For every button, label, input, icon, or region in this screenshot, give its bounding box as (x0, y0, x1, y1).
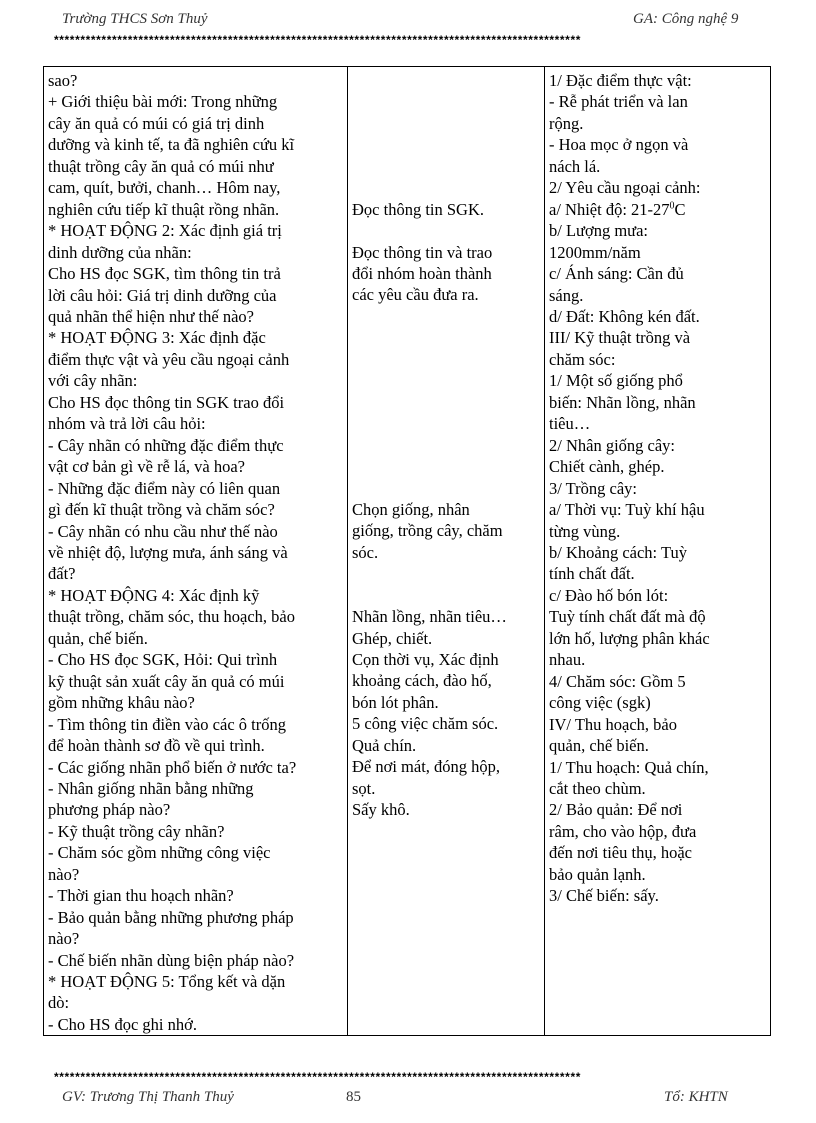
student-activity-line: Quả chín. (352, 735, 417, 755)
student-activity-line (352, 392, 540, 413)
content-line: 4/ Chăm sóc: Gồm 5 (549, 671, 686, 691)
content-line: sáng. (549, 285, 584, 305)
teacher-activity-line: - Cho HS đọc SGK, Hỏi: Qui trình (48, 650, 278, 670)
content-line: đến nơi tiêu thụ, hoặc (549, 843, 692, 863)
teacher-activity-line: - Các giống nhãn phổ biến ở nước ta? (48, 757, 297, 777)
content-line: - Rễ phát triển và lan (549, 92, 688, 112)
content-column (545, 67, 771, 1036)
content-line: 1/ Thu hoạch: Quả chín, (549, 757, 709, 777)
content-line: Chiết cành, ghép. (549, 457, 665, 477)
teacher-activity-line: gồm những khâu nào? (48, 693, 195, 713)
content-line: bảo quản lạnh. (549, 864, 646, 884)
teacher-activity-line: - Nhân giống nhãn bằng những (48, 778, 254, 798)
student-activity-line: Để nơi mát, đóng hộp, (352, 757, 501, 777)
teacher-activity-line: - Kỹ thuật trồng cây nhãn? (48, 821, 225, 841)
student-activity-line: sọt. (352, 778, 376, 798)
teacher-activity-line: + Giới thiệu bài mới: Trong những (48, 92, 278, 112)
student-activity-line: Đọc thông tin SGK. (352, 199, 484, 219)
student-activity-line (352, 134, 540, 155)
student-activity-line: Cọn thời vụ, Xác định (352, 649, 499, 669)
content-line: tiêu… (549, 414, 591, 434)
student-activity-line (352, 370, 540, 391)
content-line: quản, chế biến. (549, 736, 649, 756)
teacher-activity-line: gì đến kĩ thuật trồng và chăm sóc? (48, 500, 275, 520)
content-line: nhau. (549, 650, 586, 670)
student-activity-line (352, 220, 540, 241)
teacher-activity-line: nào? (48, 864, 80, 884)
subject-label: GA: Công nghệ 9 (633, 11, 739, 27)
lesson-table (43, 66, 771, 1036)
content-line: từng vùng. (549, 521, 621, 541)
student-activity-column (348, 67, 545, 1036)
header-separator: **************************************************************************************************** (54, 34, 581, 46)
teacher-activity-line: với cây nhãn: (48, 371, 138, 391)
teacher-activity-line: dò: (48, 993, 70, 1013)
content-line: biến: Nhãn lồng, nhãn (549, 392, 696, 412)
student-activity-line (352, 327, 540, 348)
teacher-activity-column (44, 67, 348, 1036)
content-line: công việc (sgk) (549, 693, 651, 713)
teacher-activity-line: - Bảo quản bằng những phương pháp (48, 907, 294, 927)
content-line: cắt theo chùm. (549, 778, 646, 798)
content-line: tính chất đất. (549, 564, 635, 584)
teacher-activity-line: quả nhãn thể hiện như thế nào? (48, 306, 254, 326)
student-activity-line: Đọc thông tin và trao (352, 242, 493, 262)
student-activity-line (352, 456, 540, 477)
student-activity-line (352, 306, 540, 327)
teacher-activity-line: kỹ thuật sản xuất cây ăn quả có múi (48, 671, 285, 691)
student-activity-line (352, 585, 540, 606)
teacher-name: GV: Trương Thị Thanh Thuỷ (62, 1089, 234, 1105)
teacher-activity-line: lời câu hỏi: Giá trị dinh dưỡng của (48, 285, 277, 305)
teacher-activity-line: - Những đặc điểm này có liên quan (48, 478, 281, 498)
content-line: III/ Kỹ thuật trồng và (549, 328, 691, 348)
teacher-activity-line: dinh dưỡng của nhãn: (48, 242, 192, 262)
content-line: Tuỳ tính chất đất mà độ (549, 607, 706, 627)
teacher-activity-line: - Tìm thông tin điền vào các ô trống (48, 714, 286, 734)
student-activity-line (352, 70, 540, 91)
teacher-activity-line: cây ăn quả có múi có giá trị dinh (48, 113, 265, 133)
content-line: c/ Đào hố bón lót: (549, 585, 669, 605)
student-activity-line: các yêu cầu đưa ra. (352, 285, 479, 305)
teacher-activity-line: Cho HS đọc thông tin SGK trao đổi (48, 392, 285, 412)
teacher-activity-line: phương pháp nào? (48, 800, 171, 820)
content-line: b/ Khoảng cách: Tuỳ (549, 542, 687, 562)
teacher-activity-line: Cho HS đọc SGK, tìm thông tin trả (48, 264, 281, 284)
student-activity-line (352, 113, 540, 134)
page-number: 85 (346, 1089, 361, 1105)
teacher-activity-line: - Chăm sóc gồm những công việc (48, 843, 271, 863)
student-activity-line: 5 công việc chăm sóc. (352, 714, 499, 734)
content-line: 1/ Một số giống phổ (549, 371, 683, 391)
teacher-activity-line: nào? (48, 929, 80, 949)
student-activity-line (352, 177, 540, 198)
content-line: 1/ Đặc điểm thực vật: (549, 71, 692, 90)
teacher-activity-line: đất? (48, 564, 76, 584)
teacher-activity-line: * HOẠT ĐỘNG 4: Xác định kỹ (48, 585, 260, 605)
student-activity-line (352, 349, 540, 370)
content-line: rộng. (549, 113, 584, 133)
teacher-activity-line: - Cây nhãn có những đặc điểm thực (48, 435, 284, 455)
teacher-activity-line: vật cơ bản gì về rễ lá, và hoa? (48, 457, 246, 477)
student-activity-line (352, 477, 540, 498)
content-line: d/ Đất: Không kén đất. (549, 306, 700, 326)
teacher-activity-line: dưỡng và kinh tế, ta đã nghiên cứu kĩ (48, 135, 295, 155)
content-line: 3/ Trồng cây: (549, 478, 638, 498)
teacher-activity-line: thuật trồng cây ăn quả có múi như (48, 156, 274, 176)
content-line: 2/ Yêu cầu ngoại cảnh: (549, 178, 701, 198)
student-activity-line: bón lót phân. (352, 692, 439, 712)
student-activity-line: sóc. (352, 542, 379, 562)
content-line: nách lá. (549, 156, 601, 176)
teacher-activity-line: về nhiệt độ, lượng mưa, ánh sáng và (48, 542, 288, 562)
student-activity-line: Ghép, chiết. (352, 628, 433, 648)
student-activity-line: Sấy khô. (352, 800, 410, 820)
teacher-activity-line: điểm thực vật và yêu cầu ngoại cảnh (48, 349, 290, 369)
teacher-activity-line: - Cho HS đọc ghi nhớ. (48, 1014, 197, 1034)
student-activity-line: Nhãn lồng, nhãn tiêu… (352, 607, 507, 627)
content-line: IV/ Thu hoạch, bảo (549, 714, 677, 734)
student-activity-line: giống, trồng cây, chăm (352, 521, 503, 541)
student-activity-line (352, 156, 540, 177)
content-line: 3/ Chế biến: sấy. (549, 886, 659, 906)
teacher-activity-line: nhóm và trả lời câu hỏi: (48, 414, 206, 434)
content-line: - Hoa mọc ở ngọn và (549, 135, 689, 155)
content-line: c/ Ánh sáng: Cần đủ (549, 264, 684, 284)
teacher-activity-line: - Thời gian thu hoạch nhãn? (48, 886, 234, 906)
footer-separator: **************************************************************************************************** (54, 1071, 581, 1083)
school-name: Trường THCS Sơn Thuỷ (62, 11, 208, 27)
student-activity-line: Chọn giống, nhân (352, 499, 470, 519)
content-line: a/ Thời vụ: Tuỳ khí hậu (549, 500, 705, 520)
teacher-activity-line: * HOẠT ĐỘNG 3: Xác định đặc (48, 328, 266, 348)
teacher-activity-line: - Chế biến nhãn dùng biện pháp nào? (48, 950, 295, 970)
content-line: 2/ Bảo quản: Để nơi (549, 800, 683, 820)
teacher-activity-line: để hoàn thành sơ đồ về qui trình. (48, 736, 265, 756)
teacher-activity-line: sao? (48, 71, 78, 90)
student-activity-line (352, 563, 540, 584)
group-label: Tổ: KHTN (664, 1089, 728, 1105)
teacher-activity-line: cam, quít, bưởi, chanh… Hôm nay, (48, 178, 281, 198)
content-line: 1200mm/năm (549, 242, 641, 262)
student-activity-line (352, 413, 540, 434)
student-activity-line (352, 435, 540, 456)
teacher-activity-line: nghiên cứu tiếp kĩ thuật rồng nhãn. (48, 199, 280, 219)
teacher-activity-line: thuật trồng, chăm sóc, thu hoạch, bảo (48, 607, 295, 627)
content-line: lớn hố, lượng phân khác (549, 628, 710, 648)
student-activity-line (352, 91, 540, 112)
content-line-temperature: a/ Nhiệt độ: $21-27^0C$ (549, 199, 686, 219)
content-line: chăm sóc: (549, 349, 616, 369)
teacher-activity-line: quản, chế biến. (48, 628, 148, 648)
student-activity-line: khoảng cách, đào hố, (352, 671, 492, 691)
student-activity-line: đổi nhóm hoàn thành (352, 263, 492, 283)
content-line: râm, cho vào hộp, đưa (549, 821, 697, 841)
teacher-activity-line: - Cây nhãn có nhu cầu như thế nào (48, 521, 278, 541)
teacher-activity-line: * HOẠT ĐỘNG 2: Xác định giá trị (48, 221, 282, 241)
teacher-activity-line: * HOẠT ĐỘNG 5: Tổng kết và dặn (48, 972, 286, 992)
content-line: b/ Lượng mưa: (549, 221, 649, 241)
content-line: 2/ Nhân giống cây: (549, 435, 676, 455)
